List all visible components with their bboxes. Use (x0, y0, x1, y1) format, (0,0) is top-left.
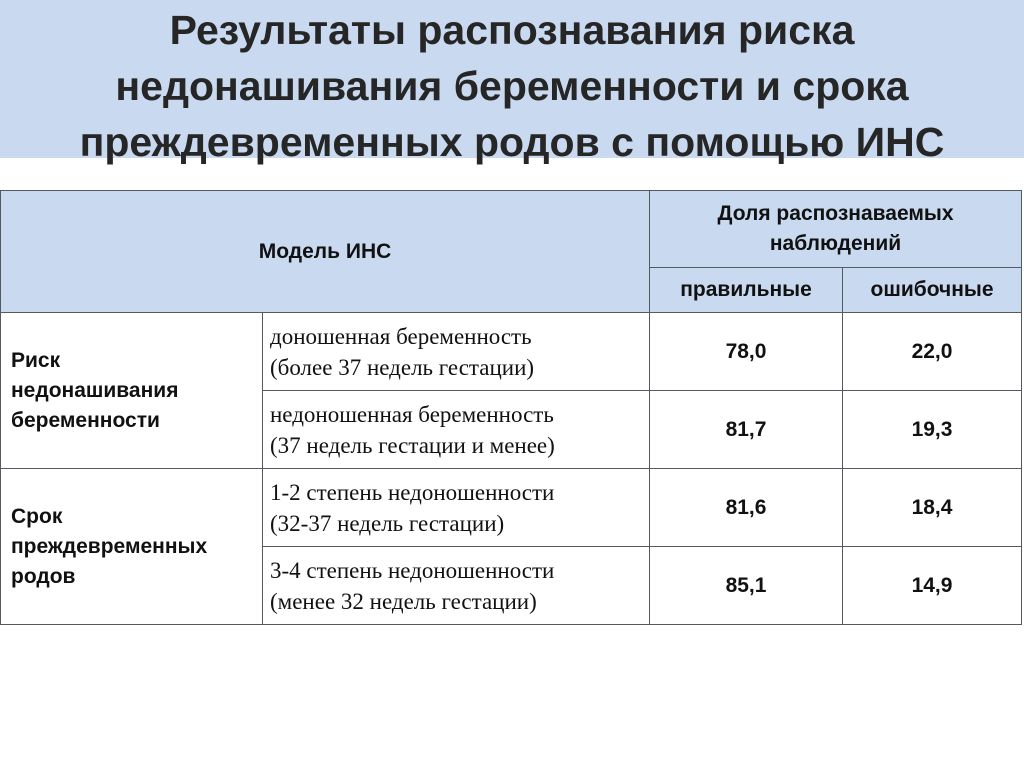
row-description (263, 547, 650, 625)
row-description-line: (37 недель гестации и менее) (270, 432, 555, 458)
header-share-line: наблюдений (769, 232, 902, 255)
table-row (1, 313, 1022, 391)
header-share (650, 191, 1022, 268)
value-correct: 81,7 (650, 391, 843, 469)
slide-title-line: преждевременных родов с помощью ИНС (79, 119, 945, 165)
group-label-line: преждевременных (11, 534, 208, 558)
row-description-line: (менее 32 недель гестации) (270, 588, 537, 614)
value-erroneous: 22,0 (843, 313, 1022, 391)
group-label-line: Срок (11, 504, 63, 528)
group-label-line: родов (11, 564, 76, 588)
value-correct: 81,6 (650, 469, 843, 547)
group-label-line: беременности (11, 408, 160, 432)
slide-title-line: недонашивания беременности и срока (115, 63, 909, 109)
slide-title-line: Результаты распознавания риска (169, 7, 855, 53)
row-description-line: (32-37 недель гестации) (270, 510, 505, 536)
row-description (263, 313, 650, 391)
table-row (1, 469, 1022, 547)
value-erroneous: 14,9 (843, 547, 1022, 625)
row-description-line: доношенная беременность (270, 323, 532, 349)
group-label-term (1, 469, 263, 625)
header-correct: правильные (650, 268, 843, 313)
value-correct: 78,0 (650, 313, 843, 391)
row-description-line: (более 37 недель гестации) (270, 354, 535, 380)
header-model: Модель ИНС (1, 191, 650, 313)
row-description-line: 1-2 степень недоношенности (270, 479, 555, 505)
row-description-line: недоношенная беременность (270, 401, 554, 427)
group-label-risk (1, 313, 263, 469)
row-description (263, 391, 650, 469)
group-label-line: Риск (11, 348, 61, 372)
value-correct: 85,1 (650, 547, 843, 625)
header-share-line: Доля распознаваемых (717, 202, 954, 225)
title-band (0, 0, 1024, 165)
header-erroneous: ошибочные (843, 268, 1022, 313)
value-erroneous: 19,3 (843, 391, 1022, 469)
row-description (263, 469, 650, 547)
value-erroneous: 18,4 (843, 469, 1022, 547)
slide-title (0, 2, 1024, 170)
row-description-line: 3-4 степень недоношенности (270, 557, 555, 583)
group-label-line: недонашивания (11, 378, 179, 402)
results-table (0, 190, 1022, 625)
